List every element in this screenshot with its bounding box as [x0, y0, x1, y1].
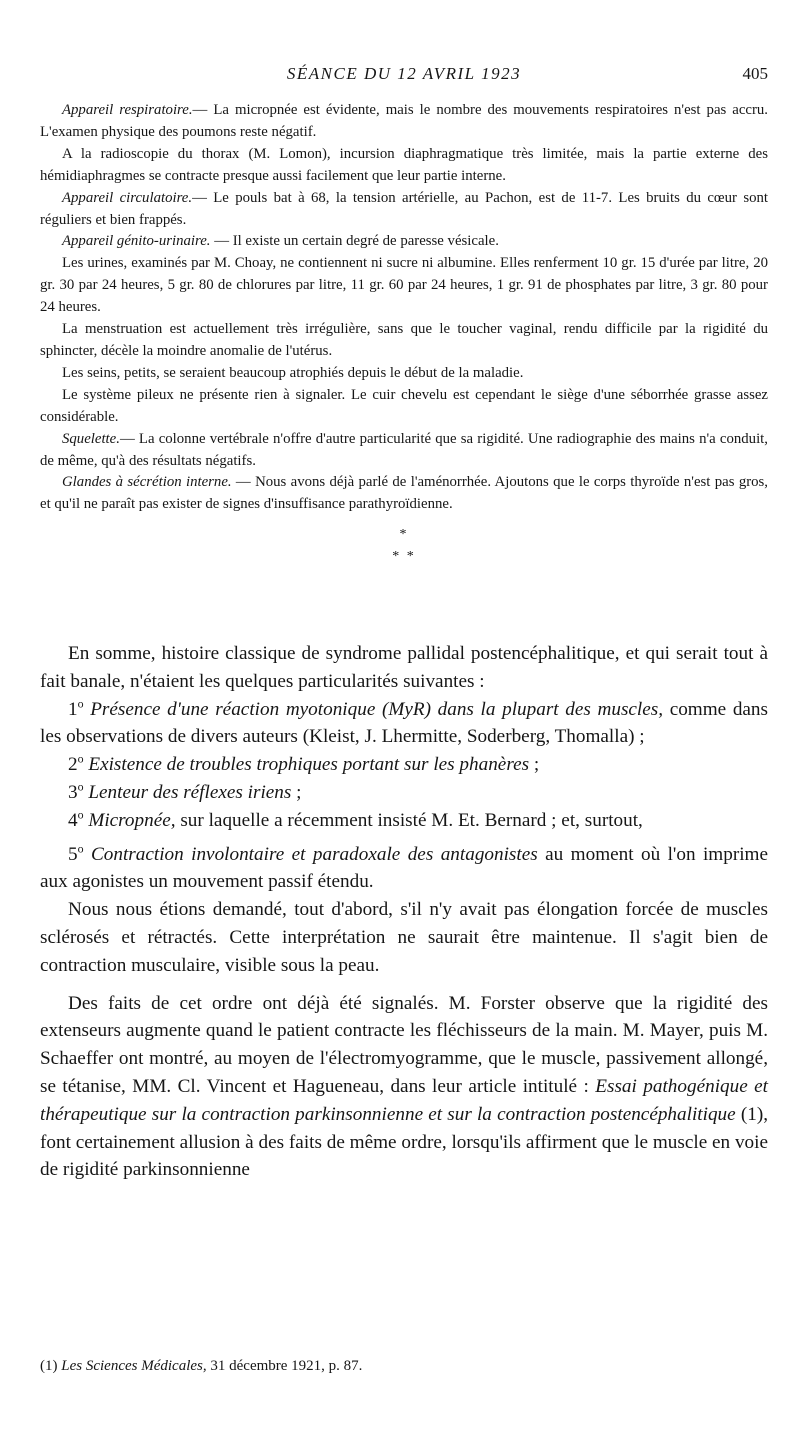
heading-skeleton: Squelette.	[62, 430, 120, 447]
discussion-section	[40, 640, 768, 1184]
heading-respiratory: Appareil respiratoire.	[62, 102, 193, 118]
footnote-details: 31 décembre 1921, p. 87.	[206, 1358, 363, 1374]
paragraph-circulatory: Appareil circulatoire.— Le pouls bat à 68, la tension artérielle, au Pachon, est de 11-7. Les bruits du cœur sont réguliers et bien frappés.	[40, 189, 768, 228]
paragraph-summary: En somme, histoire classique de syndrome pallidal postencéphalitique, et qui serait tout à fait banale, n'étaient les quelques particularités suivantes :	[40, 643, 768, 692]
paragraph-glands: Glandes à sécrétion interne. — Nous avons déjà parlé de l'aménorrhée. Ajoutons que le corps thyroïde n'est pas gros, et qu'il ne paraît pas exister de signes d'insuffisance parathyroïdienne.	[40, 474, 768, 513]
heading-genito-urinary: Appareil génito-urinaire.	[62, 233, 211, 250]
footnote-marker: (1)	[40, 1358, 58, 1374]
paragraph-skeleton: Squelette.— La colonne vertébrale n'offre d'autre particularité que sa rigidité. Une radiographie des mains n'a conduit, de même, qu'à des résultats négatifs.	[40, 430, 768, 469]
asterism-separator	[40, 524, 768, 565]
paragraph-breasts: Les seins, petits, se seraient beaucoup atrophiés depuis le début de la maladie.	[62, 364, 524, 381]
paragraph-radioscopy: A la radioscopie du thorax (M. Lomon), incursion diaphragmatique très limitée, mais la partie externe des hémidiaphragmes se contracte presque aussi facilement que leur partie interne.	[40, 145, 768, 184]
asterism-bottom: * *	[392, 549, 416, 565]
paragraph-urines: Les urines, examinés par M. Choay, ne contiennent ni sucre ni albumine. Elles renferment 10 gr. 15 d'urée par litre, 20 gr. 30 par 24 heures, 5 gr. 80 de chlorures par litre, 11 gr. 60 par 24 heures, 1 gr. 91 de phosphates par litre, 3 gr. 80 pour 24 heures.	[40, 255, 768, 316]
list-item-5: 5$^o$ Contraction involontaire et paradoxale des antagonistes au moment où l'on imprime aux agonistes un mouvement passif étendu.	[40, 841, 768, 893]
paragraph-prior-observations: Des faits de cet ordre ont déjà été signalés. M. Forster observe que la rigidité des extenseurs augmente quand le patient contracte les fléchisseurs de la main. M. Mayer, puis M. Schaeffer ont montré, au moyen de l'électromyogramme, que le muscle, passivement allongé, se tétanise, MM. Cl. Vincent et Hagueneau, dans leur article intitulé : Essai pathogénique et thérapeutique sur la contraction parkinsonnienne et sur la contraction postencéphalitique (1), font certainement allusion à des faits de même ordre, lorsqu'ils affirment que le muscle en voie de rigidité parkinsonnienne	[40, 992, 769, 1181]
heading-glands: Glandes à sécrétion interne.	[62, 474, 232, 491]
list-item-2: 2$^o$ Existence de troubles trophiques portant sur les phanères ;	[68, 751, 540, 776]
case-report-section	[40, 100, 768, 565]
heading-circulatory: Appareil circulatoire.	[62, 189, 193, 206]
paragraph-hair: Le système pileux ne présente rien à signaler. Le cuir chevelu est cependant le siège d'une séborrhée grasse assez considérable.	[40, 386, 768, 425]
paragraph-interpretation: Nous nous étions demandé, tout d'abord, s'il n'y avait pas élongation forcée de muscles sclérosés et rétractés. Cette interprétation ne saurait être maintenue. Il s'agit bien de contraction musculaire, visible sous la peau.	[40, 899, 768, 976]
page-number: 405	[742, 64, 768, 83]
article-title: Essai pathogénique et thérapeutique sur la contraction parkinsonnienne et sur la contraction postencéphalitique	[40, 1075, 769, 1125]
paragraph-respiratory: Appareil respiratoire.— La micropnée est évidente, mais le nombre des mouvements respiratoires n'est pas accru. L'examen physique des poumons reste négatif.	[40, 102, 768, 140]
paragraph-menstruation: La menstruation est actuellement très irrégulière, sans que le toucher vaginal, rendu difficile par la rigidité du sphincter, décèle la moindre anomalie de l'utérus.	[40, 321, 768, 359]
running-title: SÉANCE DU 12 AVRIL 1923	[286, 64, 522, 83]
asterism-top: *	[399, 527, 409, 543]
footnote-source: Les Sciences Médicales,	[61, 1358, 207, 1374]
footnote	[40, 1356, 768, 1377]
list-item-1: 1$^o$ Présence d'une réaction myotonique (MyR) dans la plupart des muscles, comme dans les observations de divers auteurs (Kleist, J. Lhermitte, Soderberg, Thomalla) ;	[40, 696, 768, 748]
list-item-4: 4$^o$ Micropnée, sur laquelle a récemment insisté M. Et. Bernard ; et, surtout,	[68, 807, 643, 831]
paragraph-genito-urinary: Appareil génito-urinaire. — Il existe un certain degré de paresse vésicale.	[62, 233, 499, 250]
page-header	[40, 64, 768, 88]
list-item-3: 3$^o$ Lenteur des réflexes iriens ;	[68, 779, 302, 803]
